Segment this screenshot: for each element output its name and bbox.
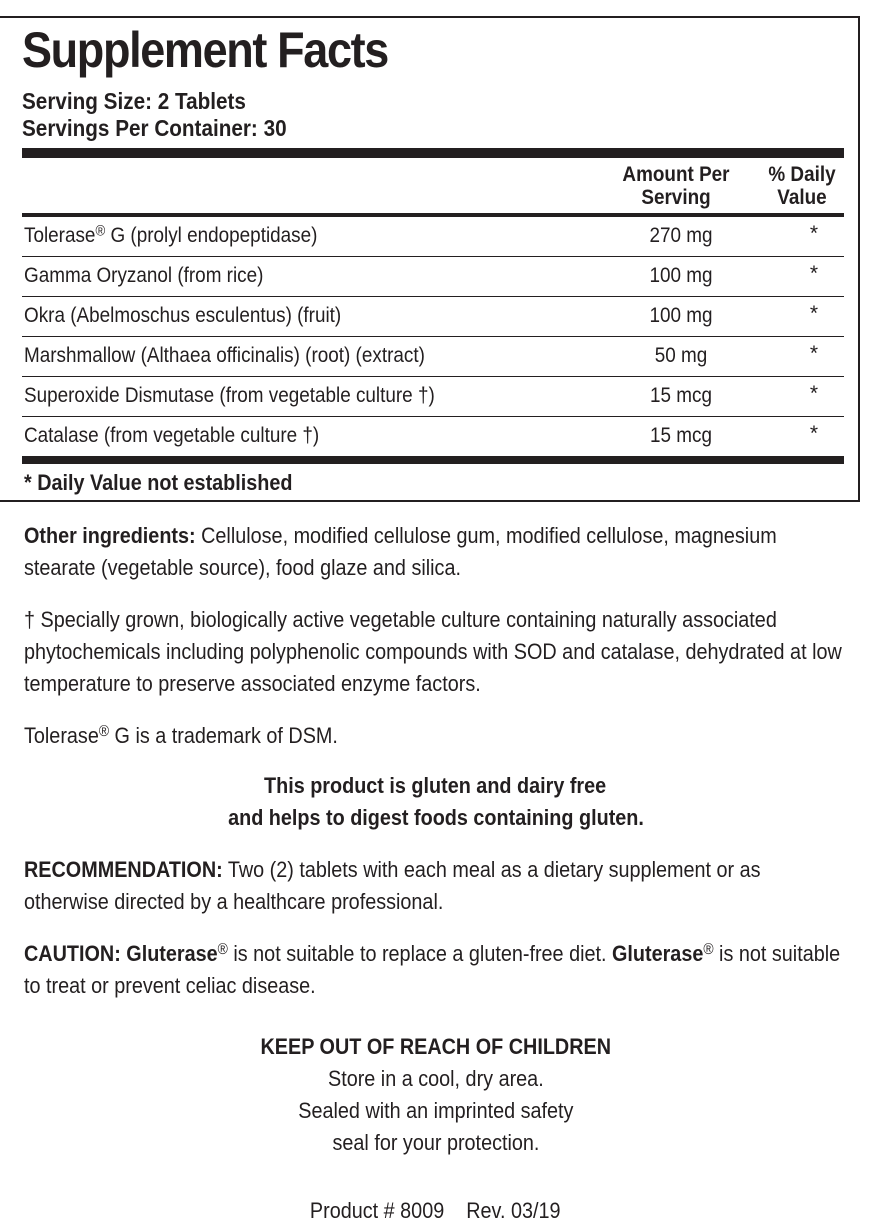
storage-line-3: seal for your protection. bbox=[332, 1130, 539, 1155]
table-row bbox=[22, 257, 844, 297]
storage-block bbox=[0, 1031, 871, 1159]
ingredient-dv: * bbox=[809, 382, 819, 405]
ingredient-dv: * bbox=[809, 302, 819, 325]
table-row bbox=[22, 377, 844, 417]
table-row bbox=[22, 297, 844, 337]
ingredient-dv: * bbox=[809, 342, 819, 365]
supplement-facts-panel bbox=[0, 16, 860, 502]
facts-title: Supplement Facts bbox=[22, 22, 388, 78]
servings-per-container: Servings Per Container: 30 bbox=[22, 115, 287, 141]
daily-value-header: % Daily Value bbox=[768, 163, 836, 209]
dagger-note: † Specially grown, biologically active vegetable culture containing naturally associated phytochemicals including polyphenolic compounds with SOD and catalase, dehydrated at low temperature to preserve associated enzyme factors. bbox=[24, 607, 842, 696]
ingredient-amount: 100 mg bbox=[649, 264, 713, 287]
ingredient-amount: 50 mg bbox=[654, 344, 708, 367]
recommendation-text: Two (2) tablets with each meal as a dietary supplement or as otherwise directed by a healthcare professional. bbox=[24, 857, 761, 914]
ingredient-dv: * bbox=[809, 222, 819, 245]
ingredient-amount: 15 mcg bbox=[650, 424, 712, 447]
table-row bbox=[22, 337, 844, 377]
ingredient-name: Marshmallow (Althaea officinalis) (root) (extract) bbox=[24, 344, 425, 367]
ingredient-amount: 15 mcg bbox=[650, 384, 712, 407]
caution: CAUTION: Gluterase® is not suitable to replace a gluten-free diet. Gluterase® is not suitable to treat or prevent celiac disease. bbox=[24, 941, 841, 998]
other-ingredients-text: Cellulose, modified cellulose gum, modified cellulose, magnesium stearate (vegetable source), food glaze and silica. bbox=[24, 523, 777, 580]
ingredient-name: Gamma Oryzanol (from rice) bbox=[24, 264, 264, 287]
ingredient-amount: 100 mg bbox=[649, 304, 713, 327]
thick-divider-bottom bbox=[22, 456, 844, 464]
ingredient-amount: 270 mg bbox=[649, 224, 713, 247]
thick-divider-top bbox=[22, 148, 844, 158]
trademark-note: Tolerase® G is a trademark of DSM. bbox=[24, 723, 338, 748]
storage-line-2: Sealed with an imprinted safety bbox=[297, 1098, 574, 1123]
keep-out-warning: KEEP OUT OF REACH OF CHILDREN bbox=[260, 1034, 611, 1059]
ingredient-name: Tolerase® G (prolyl endopeptidase) bbox=[24, 223, 318, 247]
daily-value-footnote: * Daily Value not established bbox=[24, 470, 293, 495]
ingredient-dv: * bbox=[809, 262, 819, 285]
other-ingredients bbox=[24, 520, 843, 584]
ingredient-name: Catalase (from vegetable culture †) bbox=[24, 424, 320, 447]
ingredient-dv: * bbox=[809, 422, 819, 445]
serving-size: Serving Size: 2 Tablets bbox=[22, 88, 246, 114]
other-ingredients-label: Other ingredients: bbox=[24, 523, 196, 548]
gluten-line-1: This product is gluten and dairy free bbox=[264, 773, 607, 798]
gluten-statement bbox=[0, 770, 871, 834]
table-row bbox=[22, 217, 844, 257]
table-row bbox=[22, 417, 844, 457]
product-number: Product # 8009 Rev. 03/19 bbox=[310, 1198, 561, 1223]
ingredient-name: Superoxide Dismutase (from vegetable culture †) bbox=[24, 384, 435, 407]
recommendation-label: RECOMMENDATION: bbox=[24, 857, 223, 882]
gluten-line-2: and helps to digest foods containing gluten. bbox=[227, 805, 644, 830]
product-info bbox=[0, 1195, 871, 1227]
recommendation bbox=[24, 854, 843, 918]
storage-line-1: Store in a cool, dry area. bbox=[327, 1066, 544, 1091]
ingredient-name: Okra (Abelmoschus esculentus) (fruit) bbox=[24, 304, 342, 327]
amount-per-serving-header: Amount Per Serving bbox=[622, 163, 730, 209]
caution-label: CAUTION: bbox=[24, 941, 121, 966]
